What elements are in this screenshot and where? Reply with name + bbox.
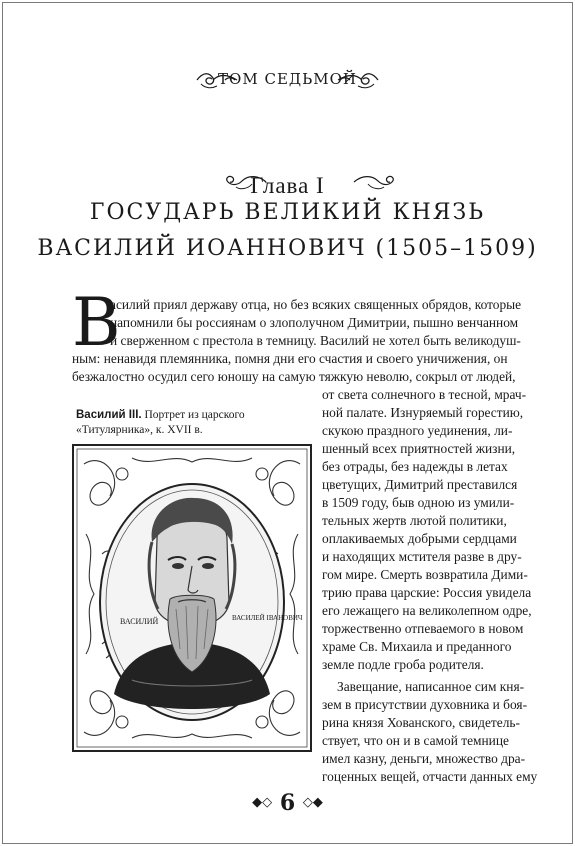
column-line: ной палате. Изнуряемый горестию, [322, 405, 524, 420]
column-line: в 1509 году, быв одною из умили- [322, 495, 515, 510]
column-line: скукою праздного уединения, ли- [322, 423, 513, 438]
column-line: тельных жертв лютой политики, [322, 513, 507, 528]
drop-cap: В [72, 284, 121, 361]
column-line: оплакиваемых добрыми сердцами [322, 531, 517, 546]
column-line: трию права царские: Россия увидела [322, 585, 532, 600]
portrait-illustration [72, 444, 312, 752]
column-line: храме Св. Михаила и преданного [322, 639, 512, 654]
column-line: рина князя Хованского, свидетель- [322, 715, 520, 730]
folio-ornament-left-icon: ◆◇ [252, 795, 273, 810]
column-line: торжественно отпеваемого в новом [322, 621, 524, 636]
column-line: его лежащего на великолепном одре, [322, 603, 532, 618]
column-line: без отрады, без надежды в летах [322, 459, 508, 474]
column-line: гом мире. Смерть возвратила Дими- [322, 567, 528, 582]
column-line: ствует, что он и в самой темнице [322, 733, 509, 748]
column-line: от света солнечного в тесной, мрач- [322, 387, 527, 402]
figure-caption [76, 408, 286, 438]
flourish-right-icon [335, 68, 380, 92]
page-number [0, 790, 575, 816]
portrait-label-right: ВАСИЛЕЙ ІВАНОВИЧ [232, 614, 303, 622]
column-line: Завещание, написанное сим кня- [337, 679, 525, 694]
text-line: безжалостно осудил сего юношу на самую тяжкую неволю, сокрыл от людей, [72, 369, 516, 384]
portrait-label-left: ВАСИЛИЙ [120, 617, 159, 626]
column-line: и находящих мстителя разве в дру- [322, 549, 522, 564]
chapter-title-line-2: ВАСИЛИЙ ИОАННОВИЧ (1505–1509) [37, 236, 538, 261]
text-line: и сверженном с престола в темницу. Василий не хотел быть великодуш- [110, 333, 521, 348]
column-line: зем в присутствии духовника и боя- [322, 697, 528, 712]
text-line: асилий приял державу отца, но без всяких священных обрядов, которые [110, 297, 522, 312]
chapter-title-line-1: ГОСУДАРЬ ВЕЛИКИЙ КНЯЗЬ [89, 200, 486, 225]
caption-title: Василий III. [76, 409, 142, 421]
column-line: имел казну, деньги, множество дра- [322, 751, 526, 766]
folio-ornament-right-icon: ◇◆ [302, 795, 323, 810]
text-line: напомнили бы россиянам о злополучном Димитрии, пышно венчанном [110, 315, 519, 330]
text-line: ным: ненавидя племянника, помня дни его счастия и своего уничижения, он [72, 351, 508, 366]
page-number-text: 6 [279, 790, 296, 816]
chapter-label: Глава I [250, 173, 325, 198]
column-line: шенный всех приятностей жизни, [322, 441, 516, 456]
running-head-title: ТОМ СЕДЬМОЙ [218, 70, 357, 88]
chapter-flourish-right-icon [352, 170, 398, 194]
column-line: земле подле гроба родителя. [322, 657, 484, 672]
column-line: цветущих, Димитрий преставился [322, 477, 518, 492]
column-line: гоценных вещей, отчасти данных ему [322, 769, 538, 784]
caption-text: Портрет из царского «Титулярника», к. XVII в. [76, 409, 245, 436]
running-head [0, 62, 575, 98]
